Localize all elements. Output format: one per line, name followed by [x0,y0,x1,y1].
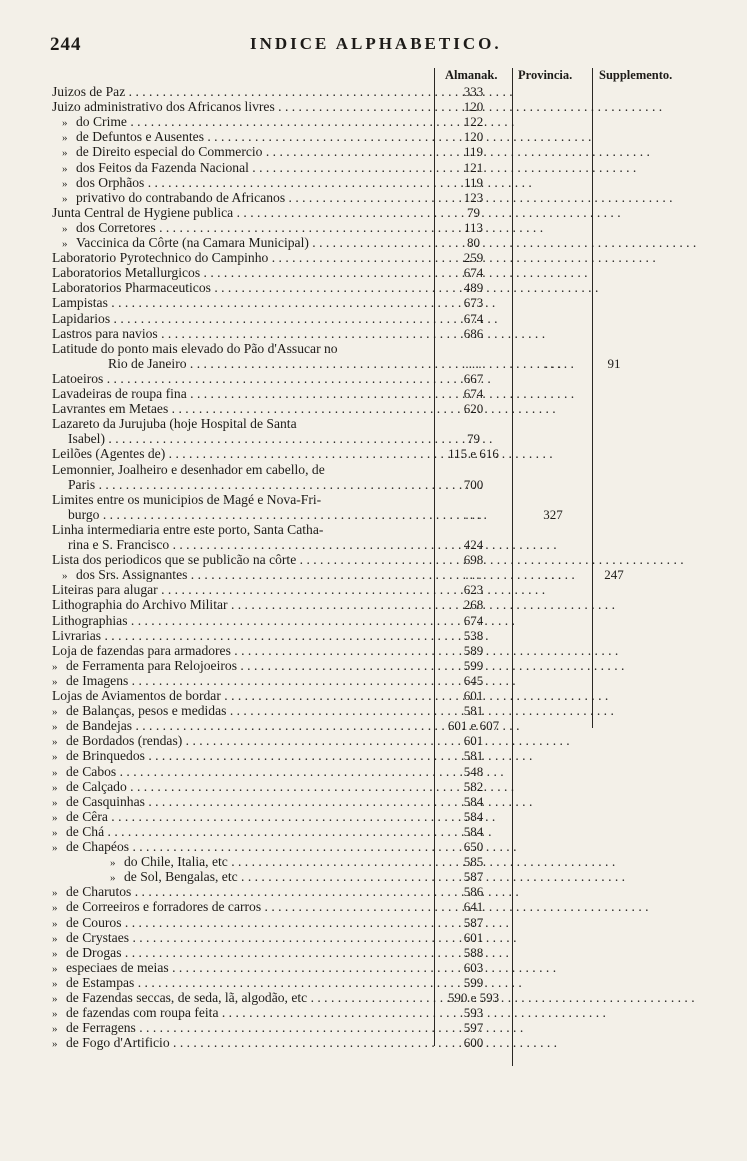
ditto-mark: » [110,872,116,885]
index-entry [0,597,747,612]
almanak-page: 650 [463,839,484,854]
index-entry [0,160,747,175]
entry-text: Lista dos periodicos que se publicão na côrte [52,552,297,568]
almanak-page: 120 [463,99,484,115]
entry-text: Laboratorios Metallurgicos [52,265,201,281]
almanak-page: 674 [463,612,484,628]
index-entry [0,265,747,280]
almanak-page: 79 [467,204,480,220]
entry-text: de Charutos [66,884,132,900]
entry-text: Lazareto da Jurujuba (hoje Hospital de Santa [52,416,297,432]
entry-label [52,582,432,597]
almanak-page: 686 [463,325,484,341]
almanak-page: 333 [463,84,484,99]
index-entry [0,658,747,673]
index-entry [0,401,747,416]
almanak-page: 584 [463,823,484,839]
provincia-page: . . . [544,567,562,583]
entry-text: de Couros [66,914,122,930]
entry-text: dos Srs. Assignantes [76,567,188,583]
index-entry [0,371,747,386]
index-entry [0,431,747,446]
index-entry [0,235,747,250]
index-entry [0,205,747,220]
provincia-page: 327 [543,506,563,522]
entry-text: Liteiras para alugar [52,582,158,598]
index-entry [0,673,747,688]
entry-label [52,1035,432,1052]
index-entry [0,341,747,356]
index-entry [0,899,747,914]
entry-text: Juizo administrativo dos Africanos livres [52,99,275,115]
entry-label [52,371,432,386]
index-entry [0,764,747,779]
index-entry [0,220,747,235]
entry-text: Isabel) [68,431,105,447]
entry-text: Lithographia do Archivo Militar [52,597,228,613]
supplemento-page: 91 [607,355,621,371]
almanak-page: 674 [463,265,484,281]
index-entry [0,537,747,552]
almanak-page: 667 [463,370,484,386]
index-entry [0,960,747,975]
entry-text: Junta Central de Hygiene publica [52,204,234,220]
column-header-supplemento: Supplemento. [599,68,673,82]
ditto-mark: » [52,826,58,839]
column-header-almanak: Almanak. [445,68,498,82]
entry-text: Leilões (Agentes de) [52,446,166,462]
entry-label [52,295,432,310]
entry-label [52,628,432,643]
almanak-page: 489 [463,280,484,296]
almanak-page: 584 [463,793,484,809]
index-entry [0,99,747,114]
entry-label [52,462,432,477]
index-entry [0,567,747,582]
entry-label [68,507,432,522]
almanak-page: 597 [463,1020,484,1036]
entry-text: de Direito especial do Commercio [76,144,263,160]
entry-text: de Chapéos [66,839,130,854]
entry-label [52,446,432,461]
ditto-mark: » [52,947,58,960]
entry-label [52,643,432,658]
index-entry [0,280,747,295]
almanak-page: 122 [463,114,484,130]
index-entry [0,84,747,99]
entry-text: Livrarias [52,627,102,643]
entry-label [52,341,432,356]
index-entry [0,250,747,265]
index-entry [0,613,747,628]
almanak-page: 582 [463,778,484,794]
ditto-mark: » [62,117,68,130]
entry-text: Juizos de Paz [52,84,126,99]
index-entry [0,945,747,960]
entry-text: do Crime [76,114,127,130]
almanak-page: 581 [463,748,484,764]
entry-text: de Ferramenta para Relojoeiros [66,657,237,673]
ditto-mark: » [52,1038,58,1051]
entry-label [52,552,432,567]
page-header [50,34,700,64]
ditto-mark: » [52,962,58,975]
ditto-mark: » [52,706,58,719]
ditto-mark: » [52,766,58,779]
entry-text: rina e S. Francisco [68,537,170,552]
running-title: INDICE ALPHABETICO. [250,34,502,53]
ditto-mark: » [62,132,68,145]
entry-text: Linha intermediaria entre este porto, Santa Catha- [52,521,324,537]
almanak-page: 601 e 607 [447,718,500,734]
almanak-page: 119 [463,174,484,190]
entry-label [52,205,432,220]
ditto-mark: » [52,917,58,930]
almanak-page: . . . [465,506,482,522]
entry-text: Lithographias [52,612,128,628]
index-entry [0,326,747,341]
index-entry [0,990,747,1005]
entry-text: de Ferragens [66,1020,136,1036]
almanak-page: 115 e 616 [448,446,499,462]
index-entry [0,190,747,205]
entry-text: Lastros para navios [52,325,158,341]
entry-label [52,386,432,401]
entry-label [52,84,432,99]
ditto-mark: » [52,902,58,915]
entry-label [52,311,432,326]
provincia-page: . . . [544,355,562,371]
entry-text: de Imagens [66,672,129,688]
almanak-page: 599 [463,974,484,990]
almanak-page: 700 [463,476,484,492]
almanak-page: 584 [463,808,484,824]
entry-label [68,431,432,446]
index-entry [0,884,747,899]
index-entry [0,779,747,794]
entry-label [52,613,432,628]
entry-text: Lapidarios [52,310,111,326]
entry-text: de Fazendas seccas, de seda, lã, algodão, etc [66,990,308,1005]
ditto-mark: » [52,721,58,734]
ditto-mark: » [52,660,58,673]
ditto-mark: » [62,177,68,190]
entry-label [68,477,432,492]
entry-text: de Fogo d'Artificio [66,1035,170,1051]
almanak-page: 120 [463,129,484,145]
almanak-page: 641 [463,899,484,915]
entry-text: Latitude do ponto mais elevado do Pão d'Assucar no [52,340,338,356]
entry-text: Laboratorios Pharmaceuticos [52,280,211,296]
entry-text: de Drogas [66,944,122,960]
almanak-page: 268 [463,597,484,613]
column-header-provincia: Provincia. [518,68,573,82]
ditto-mark: » [52,781,58,794]
entry-text: Rio de Janeiro [108,355,187,371]
index-entry [0,582,747,597]
almanak-page: . . . [465,355,482,371]
index-entry [0,462,747,477]
ditto-mark: » [110,857,116,870]
entry-text: de Crystaes [66,929,130,945]
entry-text: especiaes de meias [66,959,169,975]
supplemento-page: 247 [604,567,624,583]
ditto-mark: » [62,238,68,250]
index-entry [0,733,747,748]
almanak-page: 119 [463,144,484,160]
almanak-page: 600 [463,1035,484,1051]
entry-text: dos Corretores [76,219,156,235]
index-entry [0,446,747,461]
index-entry [0,1035,747,1050]
index-entry [0,748,747,763]
ditto-mark: » [52,736,58,749]
almanak-page: 424 [463,537,484,552]
almanak-page: 548 [463,763,484,779]
entry-text: Lemonnier, Joalheiro e desenhador em cabello, de [52,461,325,477]
almanak-page: 603 [463,959,484,975]
index-entry [0,144,747,159]
entry-label [52,597,432,612]
almanak-page: 80 [467,235,480,250]
index-entry [0,356,747,371]
almanak-page: . . . [465,567,482,583]
almanak-page: 599 [463,657,484,673]
entry-text: do Chile, Italia, etc [124,854,228,870]
ditto-mark: » [52,1023,58,1036]
entry-text: burgo [68,506,100,522]
entry-text: de Brinquedos [66,748,145,764]
almanak-page: 585 [463,854,484,870]
almanak-page: 586 [463,884,484,900]
almanak-page: 259 [463,250,484,266]
ditto-mark: » [62,570,68,583]
entry-text: de Cabos [66,763,117,779]
entry-text: Latoeiros [52,370,104,386]
entry-text: Lavrantes em Metaes [52,401,169,417]
index-entry [0,975,747,990]
entry-text: privativo do contrabando de Africanos [76,189,286,205]
almanak-page: 601 [463,929,484,945]
entry-text: Lampistas [52,295,108,311]
ditto-mark: » [52,751,58,764]
entry-label [52,326,432,341]
entry-text: Loja de fazendas para armadores [52,642,231,658]
entry-text: Lojas de Aviamentos de bordar [52,688,221,703]
entry-label [108,356,432,371]
index-entry [0,643,747,658]
entry-text: de Sol, Bengalas, etc [124,869,238,885]
entry-text: de Bordados (rendas) [66,733,183,749]
almanak-page: 538 [463,627,484,643]
almanak-page: 620 [463,401,484,417]
ditto-mark: » [52,842,58,854]
index-entry [0,703,747,718]
index-entry [0,311,747,326]
entry-text: de Estampas [66,974,135,990]
entry-text: Lavadeiras de roupa fina [52,386,187,401]
entry-text: Laboratorio Pyrotechnico do Campinho [52,250,269,266]
index-entry [0,175,747,190]
entry-text: dos Feitos da Fazenda Nacional [76,159,249,175]
index-entry [0,386,747,401]
index-entry [0,688,747,703]
entry-text: Limites entre os municipios de Magé e Nova-Fri- [52,491,322,507]
entry-label [52,250,432,265]
entry-text: Vaccinica da Côrte (na Camara Municipal) [76,235,309,250]
index-entry [0,1005,747,1020]
index-entry [0,854,747,869]
almanak-page: 79 [467,431,480,447]
index-entry [0,839,747,854]
almanak-page: 588 [463,944,484,960]
entry-text: de Bandejas [66,718,133,734]
entry-text: de Correeiros e forradores de carros [66,899,262,915]
index-entry [0,129,747,144]
index-entry [0,809,747,824]
index-entry [0,718,747,733]
entry-text: de fazendas com roupa feita [66,1005,219,1021]
index-entry [0,522,747,537]
ditto-mark: » [62,192,68,205]
entry-text: dos Orphãos [76,174,145,190]
ditto-mark: » [52,993,58,1005]
entry-label [52,280,432,295]
ditto-mark: » [62,222,68,235]
index-entry [0,295,747,310]
index-entry [0,492,747,507]
entry-text: de Balanças, pesos e medidas [66,703,227,719]
almanak-page: 123 [463,189,484,205]
index-entry [0,507,747,522]
entry-text: de Calçado [66,778,127,794]
entry-label [52,416,432,431]
almanak-page: 590 e 593 [447,990,500,1005]
almanak-page: 674 [463,310,484,326]
entry-text: de Cêra [66,808,108,824]
entry-label [68,537,432,552]
almanak-page: 587 [463,914,484,930]
entry-text: de Chá [66,823,105,839]
entry-text: de Casquinhas [66,793,145,809]
ditto-mark: » [52,932,58,945]
ditto-mark: » [52,796,58,809]
almanak-page: 113 [463,219,484,235]
almanak-page: 601 [463,688,484,703]
entry-label [52,401,432,416]
index-entry [0,869,747,884]
entry-label [52,492,432,507]
page-number: 244 [50,34,82,55]
ditto-mark: » [52,675,58,688]
entry-text: Paris [68,476,96,492]
index-entry [0,930,747,945]
index-entry [0,1020,747,1035]
almanak-page: 674 [463,386,484,401]
almanak-page: 623 [463,582,484,598]
index-entry [0,477,747,492]
entry-text: de Defuntos e Ausentes [76,129,204,145]
ditto-mark: » [52,811,58,824]
entry-label [52,688,432,703]
index-entry [0,628,747,643]
ditto-mark: » [52,887,58,900]
index-entry [0,114,747,129]
entry-label [52,265,432,280]
entry-label [52,522,432,537]
index-entry [0,552,747,567]
entry-label [52,99,432,114]
almanak-page: 121 [463,159,484,175]
index-entry [0,824,747,839]
almanak-page: 581 [463,703,484,719]
almanak-page: 673 [463,295,484,311]
ditto-mark: » [62,162,68,175]
almanak-page: 601 [463,733,484,749]
almanak-page: 645 [463,672,484,688]
ditto-mark: » [62,147,68,160]
almanak-page: 589 [463,642,484,658]
index-entry [0,794,747,809]
index-entry [0,416,747,431]
ditto-mark: » [52,977,58,990]
ditto-mark: » [52,1008,58,1021]
almanak-page: 593 [463,1005,484,1021]
almanak-page: 587 [463,869,484,885]
almanak-page: 698 [463,552,484,568]
index-entry [0,915,747,930]
